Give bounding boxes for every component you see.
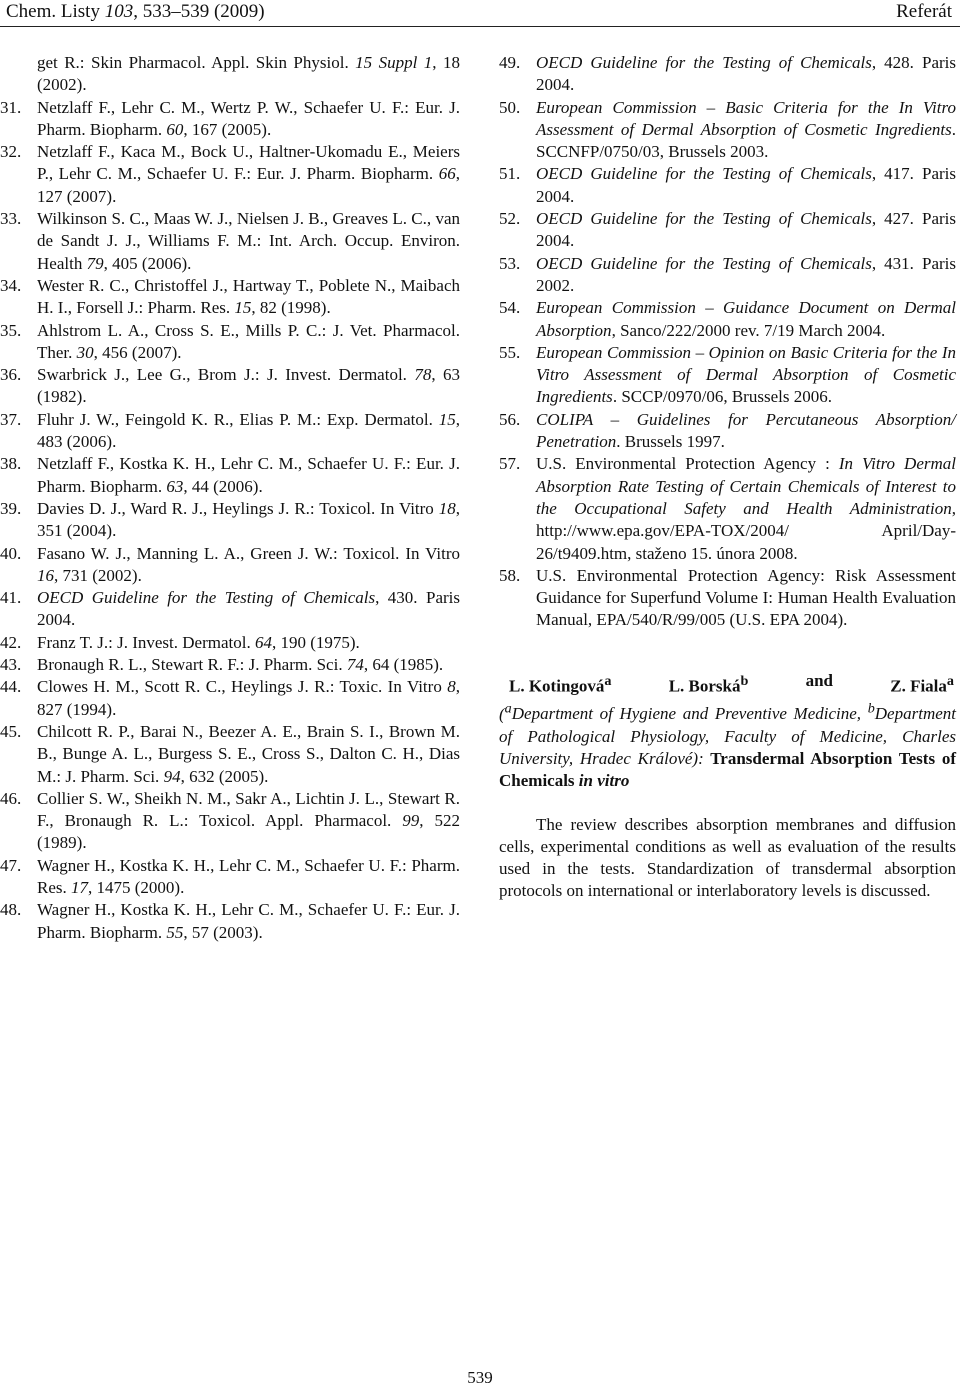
reference-number: 57. [499,454,521,474]
author: L. Kotingová$^a$ [509,672,612,696]
reference-number: 52. [499,209,521,229]
affiliation-and-title: ($^a$Department of Hygiene and Preventive Medicine, $^b$Department of Pathological Physiology, Faculty of Medicine, Charles University, Hradec Králové): Transdermal Absorption Tests of Chemicals in vitro [499,700,957,791]
reference-number: 51. [499,164,521,184]
reference-item [0,899,460,944]
reference-item [499,453,956,564]
reference-item [0,97,460,142]
reference-number: 31. [0,97,22,117]
author: L. Borská$^b$ [668,672,749,696]
reference-item [0,498,460,543]
reference-text: OECD Guideline for the Testing of Chemicals, 430. Paris 2004. [37,588,461,630]
reference-item [0,587,460,632]
reference-item [0,632,460,654]
reference-text: Ahlstrom L. A., Cross S. E., Mills P. C.: J. Vet. Pharmacol. Ther. 30, 456 (2007). [37,320,460,362]
reference-item [0,721,460,788]
journal-volume: 103 [104,1,134,22]
running-header [0,0,960,27]
reference-number: 54. [499,298,521,318]
reference-list-left [0,97,460,944]
reference-text: OECD Guideline for the Testing of Chemicals, 431. Paris 2002. [536,253,957,295]
reference-text: Wagner H., Kostka K. H., Lehr C. M., Schaefer U. F.: Eur. J. Pharm. Biopharm. 55, 57 (2003). [37,900,460,942]
reference-number: 42. [0,632,22,652]
article-title: Transdermal Absorption Tests of Chemicals [499,748,957,791]
reference-text: OECD Guideline for the Testing of Chemicals, 428. Paris 2004. [536,53,957,95]
reference-text: Fasano W. J., Manning L. A., Green J. W.: Toxicol. In Vitro 16, 731 (2002). [37,543,460,585]
reference-number: 58. [499,565,521,585]
reference-number: 40. [0,543,22,563]
reference-text: Collier S. W., Sheikh N. M., Sakr A., Lichtin J. L., Stewart R. F., Bronaugh R. L.: Toxicol. Appl. Pharmacol. 99, 522 (1989). [37,788,461,853]
reference-number: 56. [499,409,521,429]
reference-number: 44. [0,677,22,697]
reference-number: 46. [0,788,22,808]
reference-item [499,342,956,409]
reference-text: Wilkinson S. C., Maas W. J., Nielsen J. B., Greaves L. C., van de Sandt J. J., Williams F. M.: Int. Arch. Occup. Environ. Health 79, 405 (2006). [37,209,460,273]
reference-text: OECD Guideline for the Testing of Chemicals, 427. Paris 2004. [536,209,957,251]
reference-text: European Commission – Guidance Document on Dermal Absorption, Sanco/222/2000 rev. 7/19 March 2004. [536,298,956,340]
reference-item [499,97,956,164]
reference-list-right [499,52,956,632]
reference-continuation: get R.: Skin Pharmacol. Appl. Skin Physiol. 15 Suppl 1, 18 (2002). [37,53,461,95]
reference-text: Netzlaff F., Lehr C. M., Wertz P. W., Schaefer U. F.: Eur. J. Pharm. Biopharm. 60, 167 (2005). [37,97,460,139]
reference-text: U.S. Environmental Protection Agency: Risk Assessment Guidance for Superfund Volume I: Human Health Evaluation Manual, EPA/540/R/99/005 (U.S. EPA 2004). [536,565,956,630]
reference-number: 41. [0,588,22,608]
reference-text: OECD Guideline for the Testing of Chemicals, 417. Paris 2004. [536,164,957,206]
reference-item [499,253,956,298]
reference-item [0,788,460,855]
reference-text: Wester R. C., Christoffel J., Hartway T., Poblete N., Maibach H. I., Forsell J.: Pharm. Res. 15, 82 (1998). [37,275,460,318]
reference-text: Netzlaff F., Kostka K. H., Lehr C. M., Schaefer U. F.: Eur. J. Pharm. Biopharm. 63, 44 (2006). [37,454,460,496]
left-column [0,52,460,944]
reference-number: 37. [0,409,22,429]
section-label: Referát [896,1,952,22]
reference-text: Chilcott R. P., Barai N., Beezer A. E., Brain S. I., Brown M. B., Bunge A. L., Burgess S. E., Cross S., Dalton C. H., Dias M.: J. Pharm. Sci. 94, 632 (2005). [37,721,460,786]
reference-text: Netzlaff F., Kaca M., Bock U., Haltner-Ukomadu E., Meiers P., Lehr C. M., Schaefer U. F.: Eur. J. Pharm. Biopharm. 66, 127 (2007). [37,142,460,206]
reference-item [0,855,460,900]
reference-text: Franz T. J.: J. Invest. Dermatol. 64, 190 (1975). [37,632,360,652]
author: Z. Fiala$^a$ [890,672,954,696]
reference-item [499,565,956,632]
reference-number: 45. [0,721,22,741]
reference-item [0,543,460,588]
reference-text: Davies D. J., Ward R. J., Heylings J. R.: Toxicol. In Vitro 18, 351 (2004). [37,498,460,541]
reference-item [0,453,460,498]
reference-item [499,297,956,342]
reference-item [499,163,956,208]
reference-text: COLIPA – Guidelines for Percutaneous Absorption/ Penetration. Brussels 1997. [536,409,956,452]
reference-number: 49. [499,53,521,72]
reference-item [0,320,460,365]
reference-number: 43. [0,655,22,675]
reference-text: Clowes H. M., Scott R. C., Heylings J. R.: Toxic. In Vitro 8, 827 (1994). [37,677,460,719]
reference-text: Wagner H., Kostka K. H., Lehr C. M., Schaefer U. F.: Pharm. Res. 17, 1475 (2000). [37,855,460,897]
reference-number: 34. [0,275,22,295]
right-column [499,52,956,903]
reference-number: 53. [499,253,521,273]
reference-number: 36. [0,365,22,385]
journal-pages: , 533–539 (2009) [133,1,265,22]
reference-number: 48. [0,900,22,920]
reference-number: 39. [0,498,22,518]
reference-text: Bronaugh R. L., Stewart R. F.: J. Pharm. Sci. 74, 64 (1985). [37,655,444,675]
reference-text: European Commission – Opinion on Basic Criteria for the In Vitro Assessment of Dermal Absorption of Cosmetic Ingredients. SCCP/0970/06, Brussels 2006. [536,342,956,407]
reference-number: 55. [499,342,521,362]
author-conjunction: and [805,670,834,690]
reference-item [499,208,956,253]
reference-text: European Commission – Basic Criteria for the In Vitro Assessment of Dermal Absorption of Cosmetic Ingredients. SCCNFP/0750/03, Brussels 2003. [536,97,956,162]
reference-item [0,654,460,676]
reference-item [0,208,460,275]
reference-number: 35. [0,320,22,340]
reference-item [499,52,956,97]
page-number: 539 [467,1368,493,1387]
reference-item [0,364,460,409]
journal-citation [6,0,265,25]
reference-item [0,141,460,208]
reference-text: Swarbrick J., Lee G., Brom J.: J. Invest. Dermatol. 78, 63 (1982). [37,365,460,407]
reference-number: 47. [0,855,22,875]
journal-name: Chem. Listy [6,1,105,22]
reference-item [0,676,460,721]
reference-number: 38. [0,454,22,474]
abstract: The review describes absorption membranes and diffusion cells, experimental conditions as well as evaluation of the results used in the tests. Standardization of transdermal absorption protocols on international or interlaboratory levels is discussed. [499,814,956,901]
author-line [499,670,956,698]
reference-text: Fluhr J. W., Feingold K. R., Elias P. M.: Exp. Dermatol. 15, 483 (2006). [37,409,460,452]
reference-number: 33. [0,209,22,229]
reference-number: 32. [0,142,22,162]
reference-number: 50. [499,97,521,117]
reference-text: U.S. Environmental Protection Agency : In Vitro Dermal Absorption Rate Testing of Certain Chemicals of Interest to the Occupational Safety and Health Administration, http://www.epa.gov/EPA-TOX/2004/ April/Day-26/t9409.htm, staženo 15. února 2008. [536,454,956,563]
reference-item [0,409,460,454]
reference-item [499,409,956,454]
reference-item [0,275,460,320]
